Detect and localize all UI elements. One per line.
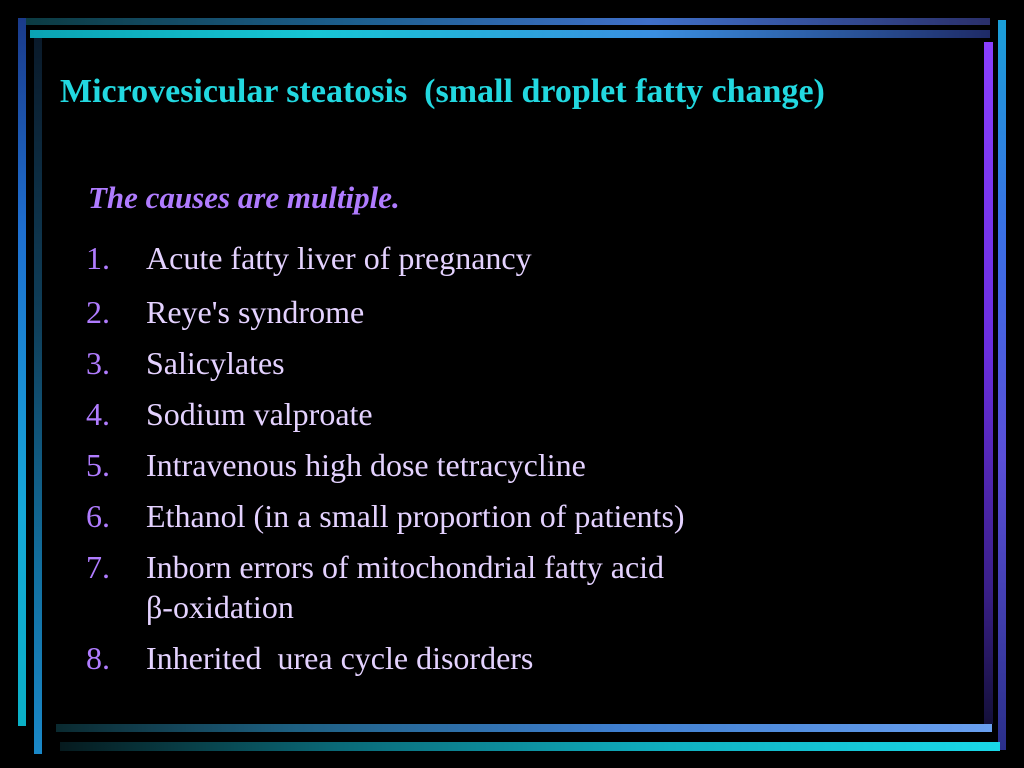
- list-item-number: 5.: [86, 447, 110, 483]
- list-item: [86, 638, 966, 678]
- list-item-text: Sodium valproate: [146, 396, 373, 432]
- slide-title: Microvesicular steatosis (small droplet fatty change): [60, 73, 825, 110]
- list-item: [86, 445, 966, 485]
- list-item-text: Acute fatty liver of pregnancy: [146, 240, 532, 276]
- list-item-text: Intravenous high dose tetracycline: [146, 447, 586, 483]
- frame-left-outer-bar: [18, 18, 26, 726]
- list-item: [86, 343, 966, 383]
- frame-bottom-outer-bar: [56, 724, 992, 732]
- list-item-number: 7.: [86, 549, 110, 585]
- frame-right-inner-bar: [984, 42, 993, 724]
- frame-top-inner-bar: [30, 30, 990, 38]
- list-item: [86, 394, 966, 434]
- frame-top-outer-bar: [18, 18, 990, 25]
- list-item-number: 2.: [86, 294, 110, 330]
- list-item-number: 3.: [86, 345, 110, 381]
- frame-left-inner-bar: [34, 38, 42, 754]
- list-item-number: 4.: [86, 396, 110, 432]
- list-item: [86, 238, 966, 278]
- list-item-text: Reye's syndrome: [146, 294, 365, 330]
- list-item-text: Inherited urea cycle disorders: [146, 640, 534, 676]
- frame-right-outer-bar: [998, 20, 1006, 750]
- list-item-number: 6.: [86, 498, 110, 534]
- list-item: [86, 292, 966, 332]
- causes-list: [86, 238, 966, 689]
- list-item: [86, 547, 966, 627]
- list-item: [86, 496, 966, 536]
- list-item-text: Salicylates: [146, 345, 285, 381]
- list-item-number: 1.: [86, 240, 110, 276]
- slide-subtitle: The causes are multiple.: [88, 180, 400, 215]
- list-item-number: 8.: [86, 640, 110, 676]
- frame-bottom-inner-bar: [60, 742, 1000, 751]
- list-item-text: Ethanol (in a small proportion of patients): [146, 498, 685, 534]
- list-item-text: Inborn errors of mitochondrial fatty acid β-oxidation: [146, 549, 665, 625]
